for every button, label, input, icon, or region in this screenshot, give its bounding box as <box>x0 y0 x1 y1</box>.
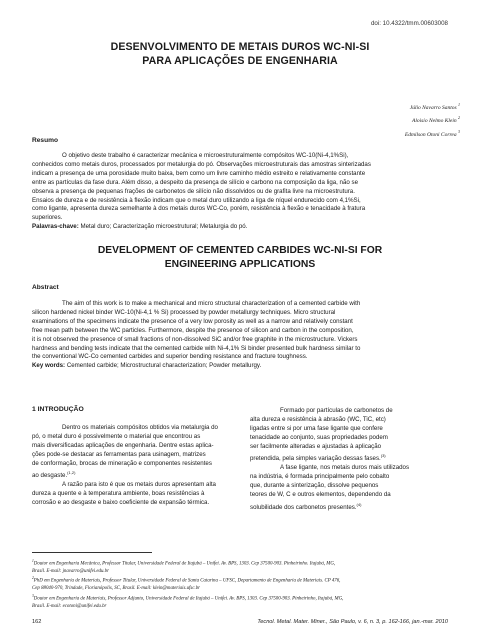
title-en-line-1: DEVELOPMENT OF CEMENTED CARBIDES WC-NI-SI FOR <box>97 245 383 256</box>
resumo-line: como ligante, apresenta dureza semelhante à dos metais duros WC-Co, porém, resistência à flexão e tenacidade à fratura <box>32 205 366 213</box>
intro-line: A fase ligante, nos metais duros mais utilizados <box>280 464 410 472</box>
resumo-heading: Resumo <box>32 137 59 144</box>
abstract-body <box>32 300 448 371</box>
intro-line: tenacidade ao conjunto, suas propriedades podem <box>250 434 388 442</box>
intro-line: Formado por partículas de carbonetos de <box>280 407 393 414</box>
abstract-heading: Abstract <box>32 284 59 291</box>
intro-right-column <box>250 406 448 512</box>
author: Edmilson Otoni Correa $^3$ <box>404 128 460 138</box>
intro-line: corrosão e ao desgaste e baixo coeficiente de expansão térmica. <box>32 499 210 507</box>
resumo-line: conhecidos como metais duros, processados por metalurgia do pó. Observações microestruturais das amostras sinterizadas <box>32 160 371 168</box>
intro-line: solubilidade dos carbonetos presentes.$^{(4)}$ <box>250 501 362 511</box>
resumo-line: entre as partículas da fase dura. Além disso, a despeito da presença de silício e carbono na composição da liga, não se <box>32 178 358 186</box>
abstract-line: hardness and bending tests indicate that the cemented carbide with Ni-4,1% Si binder presented bulk hardness similar to <box>32 344 361 352</box>
citation: (1,2) <box>67 470 76 476</box>
intro-line: Dentro os materiais compósitos obtidos via metalurgia do <box>62 424 218 431</box>
introduction-heading: 1 INTRODUÇÃO <box>32 406 84 413</box>
author-list <box>310 100 460 140</box>
abstract-line: free mean path between the WC particles. Furthermore, despite the presence of silicon and carbon in the composition, <box>32 326 354 334</box>
footnote-divider <box>32 552 152 553</box>
abstract-line: silicon hardened nickel binder WC-10(Ni-4,1 % Si) processed by powder metallurgy techniques. Micro structural <box>32 308 336 316</box>
footnote-line: Cep 88040-970, Trindade, Florianópolis, SC, Brasil. E-mail: klein@materiais.ufsc.br <box>32 586 201 592</box>
intro-line: ao desgaste.$^{(1,2)}$ <box>32 470 76 480</box>
title-en-line-2: ENGINEERING APPLICATIONS <box>164 259 316 270</box>
resumo-keywords: Palavras-chave: Metal duro; Caracterização microestrutural; Metalurgia do pó. <box>32 223 248 231</box>
title-portuguese <box>40 40 440 68</box>
author: Júlio Navarro Santos $^1$ <box>409 102 460 111</box>
footnote-line: Brasil. E-mail: ecotoni@unifei.edu.br <box>32 603 107 609</box>
page-number: 162 <box>32 619 42 625</box>
citation: (3) <box>380 453 386 459</box>
resumo-line: Ensaios de dureza e de resistência à flexão indicam que o metal duro utilizando a liga de níquel endurecido com 4,1%Si, <box>32 196 361 204</box>
intro-line: ligadas entre si por uma fase ligante que confere <box>250 425 383 433</box>
resumo-line: O objetivo deste trabalho é caracterizar mecânica e microestruturalmente compósitos WC-10(Ni-4,1%Si), <box>62 152 349 159</box>
intro-line: que, durante a sinterização, dissolve pequenos <box>250 482 379 490</box>
citation: (4) <box>356 501 362 507</box>
intro-line: na indústria, é formada principalmente pelo cobalto <box>250 473 390 481</box>
intro-line: ser facilmente alteradas e ajustadas à aplicação <box>250 443 382 451</box>
intro-line: teores de W, C e outros elementos, dependendo da <box>250 491 391 499</box>
intro-line: pretendida, pela simples variação dessas fases.$^{(3)}$ <box>250 453 386 463</box>
abstract-line: it is not observed the presence of small fractions of non-dissolved SiC and/or free graphite in the microstructure. Vickers <box>32 335 358 343</box>
resumo-line: indicam a presença de uma porosidade muito baixa, bem como um livre caminho médio estreito e relativamente constante <box>32 169 366 177</box>
intro-line: mais diversificadas aplicações de engenharia. Dentre estas aplica- <box>32 442 214 450</box>
abstract-keywords: Key words: Cemented carbide; Microstructural characterization; Powder metallurgy. <box>32 362 262 370</box>
intro-line: ções pode-se destacar as ferramentas para usinagem, matrizes <box>32 451 206 459</box>
journal-citation: Tecnol. Metal. Mater. Miner., São Paulo, v. 6, n. 3, p. 162-166, jan.-mar. 2010 <box>257 619 448 625</box>
footnote-line: Brasil. E-mail: jnavarro@unifei.edu.br <box>32 569 109 575</box>
intro-line: de conformação, brocas de mineração e componentes resistentes <box>32 460 212 468</box>
resumo-line: superiores. <box>32 214 63 222</box>
footnote-line: $^2$PhD em Engenharia de Materiais, Professor Titular, Universidade Federal de Santa Catarina – UFSC, Departamento de Engenharia de Materiais. CP 476, <box>32 576 341 585</box>
intro-line: pó, o metal duro é possivelmente o material que encontrou as <box>32 433 201 441</box>
footnotes <box>32 558 448 610</box>
resumo-body <box>32 152 448 232</box>
author: Aloisio Nelmo Klein $^2$ <box>412 115 460 125</box>
title-english <box>40 244 440 272</box>
abstract-line: examinations of the specimens indicate the presence of a very low porosity as well as a narrow and relatively constant <box>32 317 353 325</box>
intro-left-column <box>32 423 230 507</box>
title-pt-line-2: PARA APLICAÇÕES DE ENGENHARIA <box>142 55 338 67</box>
abstract-line: the conventional WC-Co cemented carbides and superior bending resistance and fracture toughness. <box>32 353 308 361</box>
abstract-line: The aim of this work is to make a mechanical and micro structural characterization of a cemented carbide with <box>62 300 361 307</box>
footnote-line: $^1$Doutor em Engenharia Mecânica, Professor Titular, Universidade Federal de Itajubá – Unifei. Av. BPS, 1303. Cep 37500-903. Pinheirinho. Itajubá, MG, <box>32 559 336 567</box>
footnote-line: $^3$Doutor em Engenharia de Materiais, Professor Adjunto, Universidade Federal de Itajubá – Unifei. Av. BPS, 1303. Cep 37500-903. Pinheirinho, Itajubá, MG, <box>32 593 344 602</box>
intro-line: dureza a quente e à temperatura ambiente, boas resistências à <box>32 490 205 498</box>
title-pt-line-1: DESENVOLVIMENTO DE METAIS DUROS WC-NI-SI <box>110 41 370 53</box>
intro-line: A razão para isto é que os metais duros apresentam alta <box>62 481 216 489</box>
doi-label: doi: 10.4322/tmm.00603008 <box>370 20 448 27</box>
resumo-line: observa a presença de pequenas frações de carbonetos de silício não dissolvidos ou de grafita livre na microestrutura. <box>32 187 355 195</box>
intro-line: alta dureza e resistência à abrasão (WC, TiC, etc) <box>250 416 386 424</box>
